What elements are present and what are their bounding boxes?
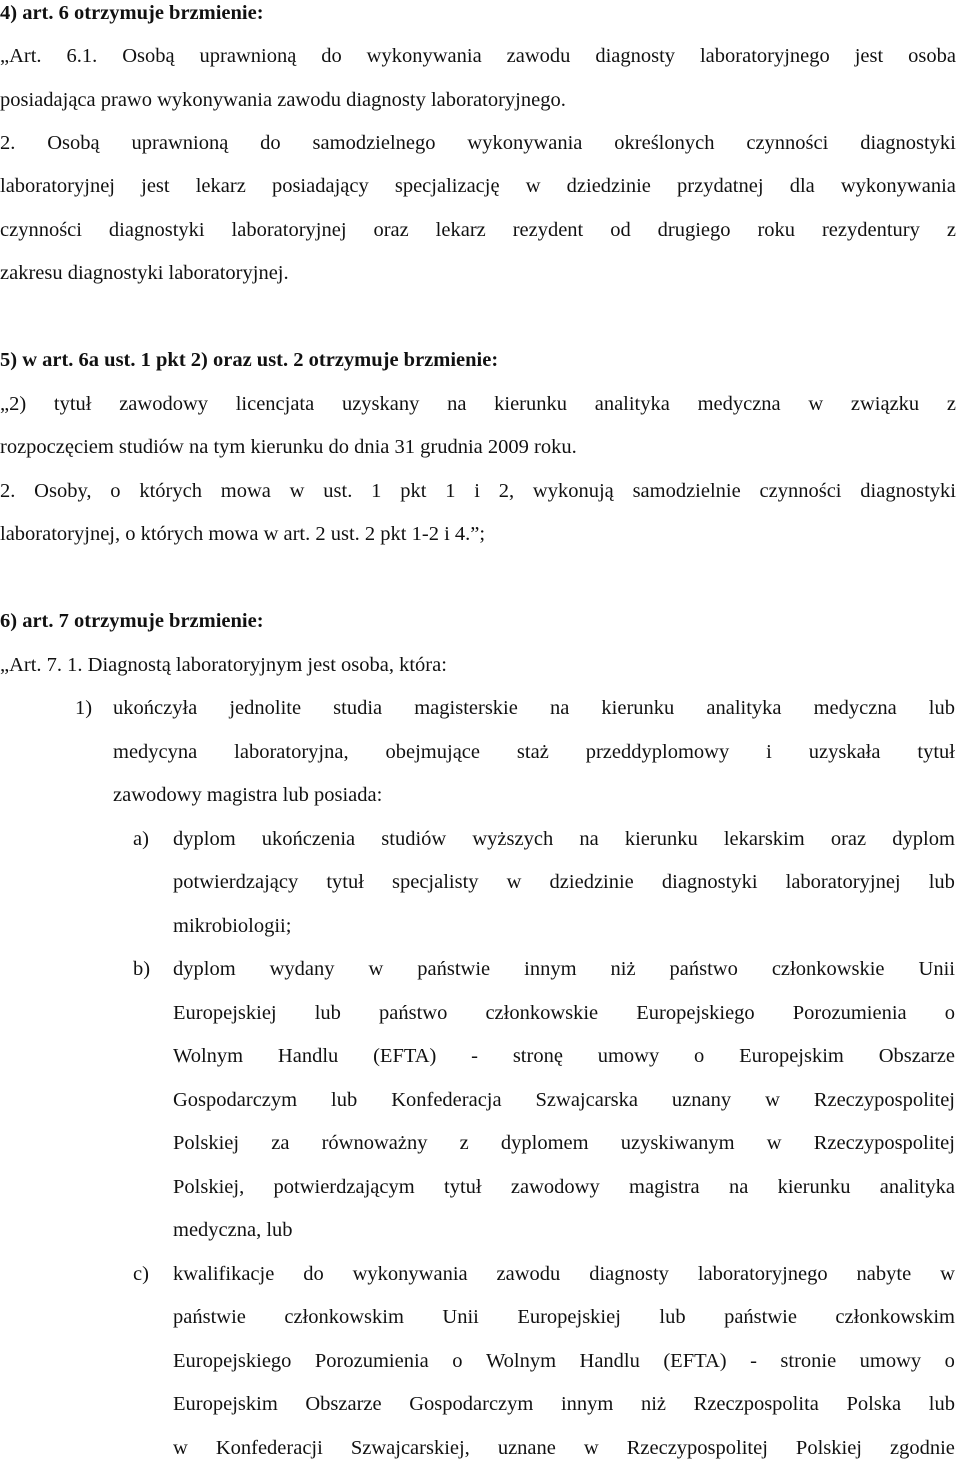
art6-line-4: laboratoryjnej jest lekarz posiadający specjalizację w dziedzinie przydatnej dla wykonywania xyxy=(0,175,956,197)
point-1-line-1: ukończyła jednolite studia magisterskie na kierunku analityka medyczna lub xyxy=(113,697,955,719)
art6a-line-2: rozpoczęciem studiów na tym kierunku do dnia 31 grudnia 2009 roku. xyxy=(0,436,577,458)
art6a-line-1: „2) tytuł zawodowy licencjata uzyskany na kierunku analityka medyczna w związku z xyxy=(0,393,956,415)
point-b-line-3: Wolnym Handlu (EFTA) - stronę umowy o Europejskim Obszarze xyxy=(173,1045,955,1067)
point-c-line-5: w Konfederacji Szwajcarskiej, uznane w Rzeczypospolitej Polskiej zgodnie xyxy=(173,1437,955,1459)
art6-line-5: czynności diagnostyki laboratoryjnej oraz lekarz rezydent od drugiego roku rezydentury z xyxy=(0,219,956,241)
point-c-line-3: Europejskiego Porozumienia o Wolnym Handlu (EFTA) - stronie umowy o xyxy=(173,1350,955,1372)
point-b-line-1: dyplom wydany w państwie innym niż państwo członkowskie Unii xyxy=(173,958,955,980)
art6a-line-3: 2. Osoby, o których mowa w ust. 1 pkt 1 i 2, wykonują samodzielnie czynności diagnostyki xyxy=(0,480,956,502)
point-c-line-2: państwie członkowskim Unii Europejskiej lub państwie członkowskim xyxy=(173,1306,955,1328)
point-c-line-4: Europejskim Obszarze Gospodarczym innym niż Rzeczpospolita Polska lub xyxy=(173,1393,955,1415)
point-a-line-3: mikrobiologii; xyxy=(173,915,292,937)
point-b-line-4: Gospodarczym lub Konfederacja Szwajcarska uznany w Rzeczypospolitej xyxy=(173,1089,955,1111)
point-b-line-6: Polskiej, potwierdzającym tytuł zawodowy magistra na kierunku analityka xyxy=(173,1176,955,1198)
point-b-line-7: medyczna, lub xyxy=(173,1219,293,1241)
point-c-line-1: kwalifikacje do wykonywania zawodu diagnosty laboratoryjnego nabyte w xyxy=(173,1263,955,1285)
point-c-label: c) xyxy=(133,1263,149,1285)
section-5-heading: 5) w art. 6a ust. 1 pkt 2) oraz ust. 2 otrzymuje brzmienie: xyxy=(0,349,499,371)
art6-line-3: 2. Osobą uprawnioną do samodzielnego wykonywania określonych czynności diagnostyki xyxy=(0,132,956,154)
art7-intro: „Art. 7. 1. Diagnostą laboratoryjnym jest osoba, która: xyxy=(0,654,447,676)
point-1-label: 1) xyxy=(75,697,93,719)
section-4-heading: 4) art. 6 otrzymuje brzmienie: xyxy=(0,2,264,24)
point-1-line-3: zawodowy magistra lub posiada: xyxy=(113,784,383,806)
art6a-line-4: laboratoryjnej, o których mowa w art. 2 ust. 2 pkt 1-2 i 4.”; xyxy=(0,523,486,545)
point-a-label: a) xyxy=(133,828,149,850)
point-b-line-2: Europejskiej lub państwo członkowskie Europejskiego Porozumienia o xyxy=(173,1002,955,1024)
point-a-line-1: dyplom ukończenia studiów wyższych na kierunku lekarskim oraz dyplom xyxy=(173,828,955,850)
point-b-line-5: Polskiej za równoważny z dyplomem uzyskiwanym w Rzeczypospolitej xyxy=(173,1132,955,1154)
point-b-label: b) xyxy=(133,958,151,980)
art6-line-1: „Art. 6.1. Osobą uprawnioną do wykonywania zawodu diagnosty laboratoryjnego jest osoba xyxy=(0,45,956,67)
section-6-heading: 6) art. 7 otrzymuje brzmienie: xyxy=(0,610,264,632)
art6-line-6: zakresu diagnostyki laboratoryjnej. xyxy=(0,262,289,284)
point-1-line-2: medycyna laboratoryjna, obejmujące staż przeddyplomowy i uzyskała tytuł xyxy=(113,741,955,763)
point-a-line-2: potwierdzający tytuł specjalisty w dziedzinie diagnostyki laboratoryjnej lub xyxy=(173,871,955,893)
art6-line-2: posiadająca prawo wykonywania zawodu diagnosty laboratoryjnego. xyxy=(0,89,566,111)
